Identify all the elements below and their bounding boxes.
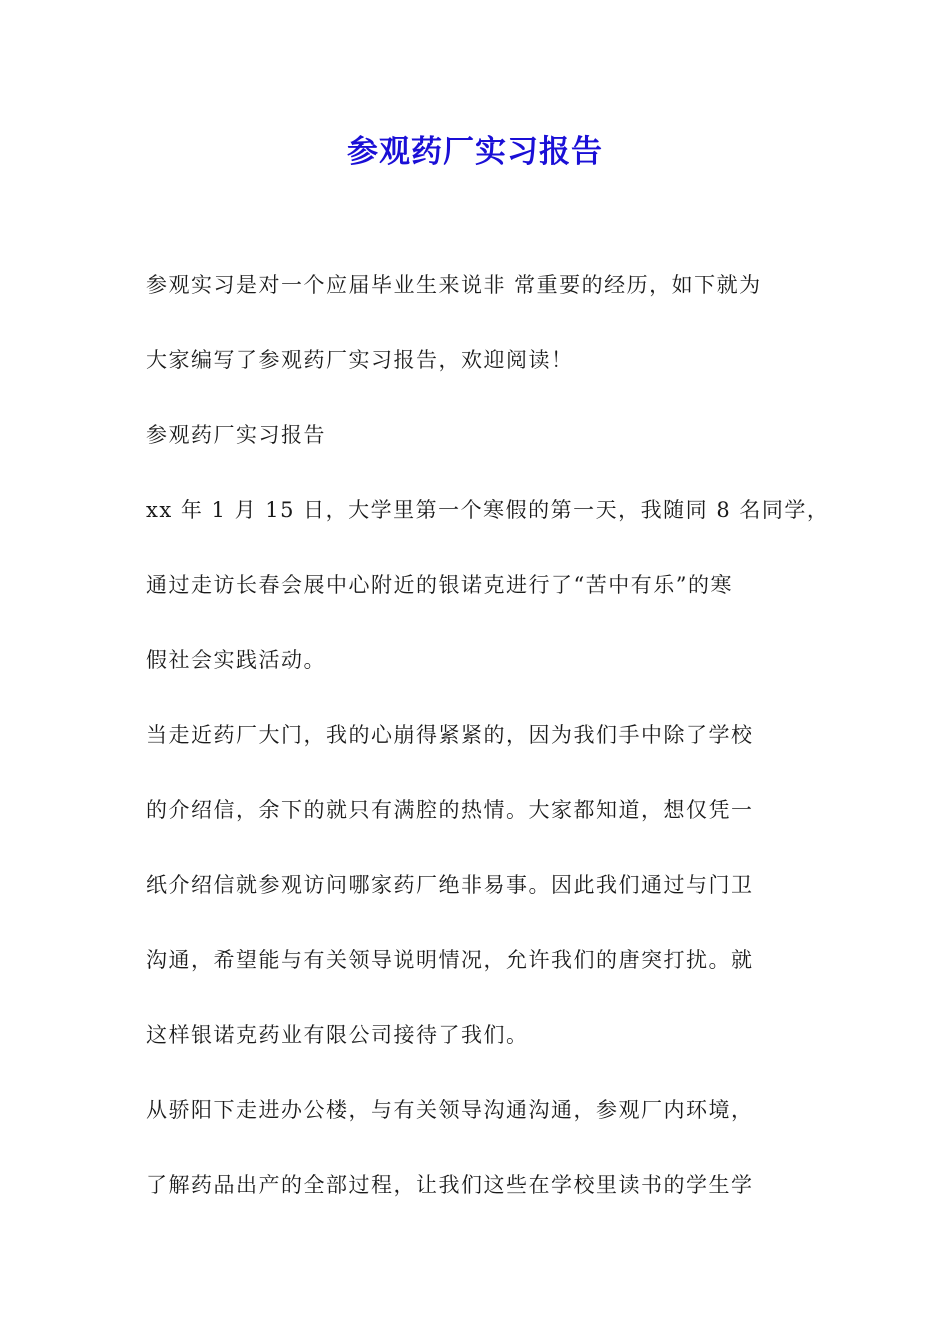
body-line: 沟通，希望能与有关领导说明情况，允许我们的唐突打扰。就 [146, 948, 754, 972]
body-line: 的介绍信，余下的就只有满腔的热情。大家都知道，想仅凭一 [146, 798, 754, 822]
body-line: xx 年 1 月 15 日，大学里第一个寒假的第一天，我随同 8 名同学， [146, 498, 830, 522]
body-line: 当走近药厂大门，我的心崩得紧紧的，因为我们手中除了学校 [146, 723, 754, 747]
body-line: 纸介绍信就参观访问哪家药厂绝非易事。因此我们通过与门卫 [146, 873, 754, 897]
document-title: 参观药厂实习报告 [347, 134, 603, 170]
body-line: 假社会实践活动。 [146, 648, 326, 672]
body-line: 这样银诺克药业有限公司接待了我们。 [146, 1023, 529, 1047]
body-line: 参观实习是对一个应届毕业生来说非 常重要的经历，如下就为 [146, 273, 762, 297]
body-line: 参观药厂实习报告 [146, 423, 326, 447]
body-line: 通过走访长春会展中心附近的银诺克进行了“苦中有乐”的寒 [146, 573, 733, 597]
body-line: 大家编写了参观药厂实习报告，欢迎阅读！ [146, 348, 574, 372]
body-line: 从骄阳下走进办公楼，与有关领导沟通沟通，参观厂内环境， [146, 1098, 754, 1122]
body-line: 了解药品出产的全部过程，让我们这些在学校里读书的学生学 [146, 1173, 754, 1197]
